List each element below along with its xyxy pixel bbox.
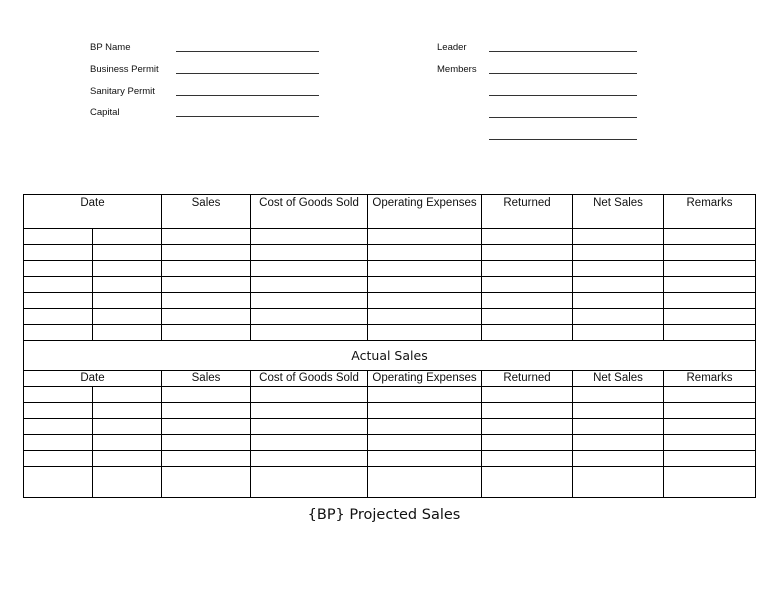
table-cell[interactable] [664,419,756,435]
header-net-sales: Net Sales [573,195,664,229]
table-cell[interactable] [251,261,368,277]
members-label: Members [437,64,477,75]
sanitary-permit-field[interactable] [176,95,319,96]
table-cell[interactable] [24,309,93,325]
table-cell[interactable] [93,325,162,341]
table-cell[interactable] [482,309,573,325]
table-cell[interactable] [93,387,162,403]
table-cell[interactable] [368,451,482,467]
table-row [24,467,756,498]
table-cell[interactable] [573,435,664,451]
header-date: Date [24,195,162,229]
table-cell[interactable] [664,277,756,293]
table-cell[interactable] [24,325,93,341]
table-cell[interactable] [573,309,664,325]
table-cell[interactable] [482,403,573,419]
table-cell[interactable] [368,261,482,277]
table-cell[interactable] [368,245,482,261]
table-cell[interactable] [573,325,664,341]
table-cell[interactable] [368,435,482,451]
table-cell[interactable] [162,403,251,419]
leader-field[interactable] [489,51,637,52]
table-cell[interactable] [162,293,251,309]
table-cell[interactable] [251,451,368,467]
table-row [24,325,756,341]
table-cell[interactable] [573,277,664,293]
table-cell[interactable] [24,229,93,245]
table-row [24,261,756,277]
table-cell[interactable] [93,419,162,435]
table-cell[interactable] [251,293,368,309]
table-cell[interactable] [24,387,93,403]
header-remarks: Remarks [664,195,756,229]
member-field[interactable] [489,117,637,118]
header-date: Date [24,371,162,387]
table-cell[interactable] [93,309,162,325]
business-permit-field[interactable] [176,73,319,74]
table-cell[interactable] [664,293,756,309]
capital-label: Capital [90,107,120,118]
table-cell[interactable] [93,451,162,467]
table-row [24,403,756,419]
table-row [24,293,756,309]
table-cell[interactable] [482,451,573,467]
table-cell[interactable] [368,419,482,435]
table-row [24,229,756,245]
table-cell[interactable] [251,403,368,419]
table-cell[interactable] [482,261,573,277]
table-cell[interactable] [162,245,251,261]
table-cell[interactable] [251,325,368,341]
table-cell[interactable] [664,403,756,419]
table-cell[interactable] [93,293,162,309]
table-row [24,245,756,261]
table-cell[interactable] [162,261,251,277]
table-cell[interactable] [251,309,368,325]
header-operating-expenses: Operating Expenses [368,371,482,387]
table-row [24,435,756,451]
table-cell[interactable] [482,325,573,341]
table-cell[interactable] [251,419,368,435]
table-row [24,387,756,403]
table-cell[interactable] [24,435,93,451]
table-cell[interactable] [368,387,482,403]
table-cell[interactable] [482,435,573,451]
table-cell[interactable] [573,403,664,419]
business-permit-label: Business Permit [90,64,159,75]
header-sales: Sales [162,195,251,229]
table-cell[interactable] [162,387,251,403]
header-returned: Returned [482,195,573,229]
table-cell[interactable] [368,293,482,309]
table-cell[interactable] [162,309,251,325]
table-cell[interactable] [664,309,756,325]
table-cell[interactable] [573,387,664,403]
table-cell[interactable] [664,435,756,451]
header-operating-expenses: Operating Expenses [368,195,482,229]
table-cell[interactable] [93,403,162,419]
table-cell[interactable] [664,451,756,467]
table-cell[interactable] [573,293,664,309]
table-row [24,451,756,467]
table-cell[interactable] [482,229,573,245]
member-field[interactable] [489,95,637,96]
table-cell[interactable] [664,387,756,403]
table-cell[interactable] [573,467,664,498]
table-cell[interactable] [162,325,251,341]
table-cell[interactable] [24,451,93,467]
table-cell[interactable] [24,419,93,435]
table-cell[interactable] [251,435,368,451]
table-cell[interactable] [482,419,573,435]
table-cell[interactable] [251,229,368,245]
member-field[interactable] [489,139,637,140]
header-cogs: Cost of Goods Sold [251,195,368,229]
table-cell[interactable] [368,277,482,293]
table-cell[interactable] [93,435,162,451]
bp-name-field[interactable] [176,51,319,52]
table-cell[interactable] [482,293,573,309]
section-row [24,341,756,371]
header-remarks: Remarks [664,371,756,387]
table-cell[interactable] [93,467,162,498]
table-cell[interactable] [573,229,664,245]
table-header-row [24,195,756,229]
table-cell[interactable] [573,245,664,261]
bp-name-label: BP Name [90,42,131,53]
table-cell[interactable] [573,419,664,435]
table-cell[interactable] [162,277,251,293]
table-cell[interactable] [664,229,756,245]
table-cell[interactable] [24,403,93,419]
table-cell[interactable] [482,245,573,261]
table-cell[interactable] [664,467,756,498]
capital-field[interactable] [176,116,319,117]
table-row [24,277,756,293]
table-cell[interactable] [24,293,93,309]
header-sales: Sales [162,371,251,387]
table-cell[interactable] [664,245,756,261]
header-net-sales: Net Sales [573,371,664,387]
table-cell[interactable] [482,387,573,403]
table-cell[interactable] [24,467,93,498]
table-cell[interactable] [482,467,573,498]
page-caption: {BP} Projected Sales [307,507,461,523]
table-cell[interactable] [93,261,162,277]
table-cell[interactable] [162,451,251,467]
table-cell[interactable] [162,467,251,498]
table-cell[interactable] [664,261,756,277]
table-header-row [24,371,756,387]
table-cell[interactable] [251,387,368,403]
table-cell[interactable] [24,277,93,293]
table-cell[interactable] [368,309,482,325]
table-cell[interactable] [573,261,664,277]
table-cell[interactable] [251,467,368,498]
table-row [24,309,756,325]
leader-label: Leader [437,42,467,53]
table-cell[interactable] [162,229,251,245]
header-returned: Returned [482,371,573,387]
table-cell[interactable] [482,277,573,293]
sanitary-permit-label: Sanitary Permit [90,86,155,97]
table-cell[interactable] [664,325,756,341]
table-cell[interactable] [162,435,251,451]
table-cell[interactable] [93,277,162,293]
table-cell[interactable] [368,403,482,419]
table-cell[interactable] [573,451,664,467]
actual-sales-label: Actual Sales [24,341,756,371]
table-cell[interactable] [251,245,368,261]
table-cell[interactable] [251,277,368,293]
member-field[interactable] [489,73,637,74]
sales-table [23,194,756,498]
table-row [24,419,756,435]
table-cell[interactable] [162,419,251,435]
table-cell[interactable] [368,325,482,341]
table-cell[interactable] [93,245,162,261]
table-cell[interactable] [24,245,93,261]
header-cogs: Cost of Goods Sold [251,371,368,387]
table-cell[interactable] [24,261,93,277]
table-cell[interactable] [368,229,482,245]
table-cell[interactable] [368,467,482,498]
table-cell[interactable] [93,229,162,245]
